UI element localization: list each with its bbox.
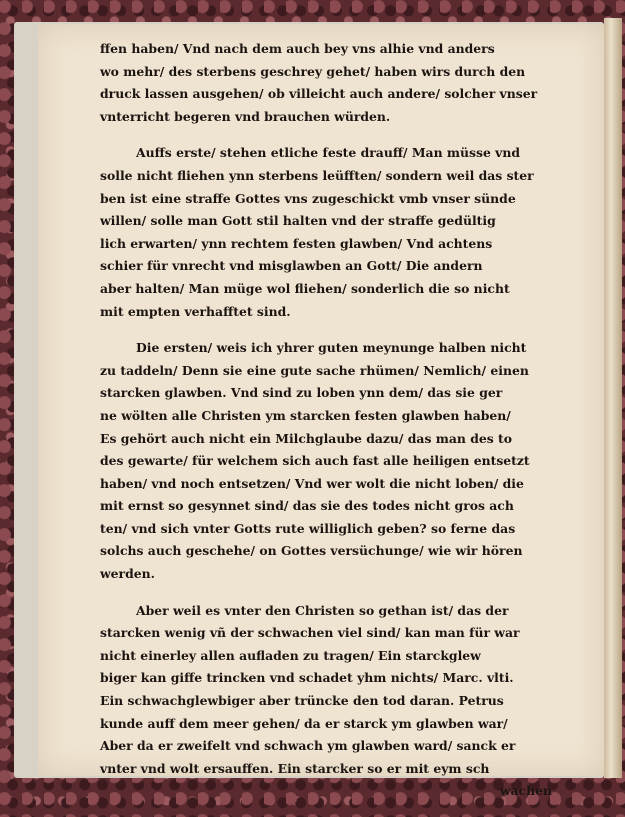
text-line: mit empten verhafftet sind.: [100, 303, 291, 319]
page-text: [100, 38, 562, 817]
text-line: solle nicht fliehen ynn sterbens leüfften/ sondern weil das ster: [100, 167, 534, 183]
text-line: lich erwarten/ ynn rechtem festen glawben/ Vnd achtens: [100, 235, 493, 251]
page-edge: [604, 18, 622, 778]
paragraph: [100, 337, 562, 586]
text-line: biger kan giffe trincken vnd schadet yhm nichts/ Marc. vlti.: [100, 670, 514, 686]
text-line: willen/ solle man Gott stil halten vnd der straffe gedültig: [100, 213, 496, 229]
text-line: starcken glawben. Vnd sind zu loben ynn dem/ das sie ger: [100, 385, 503, 401]
text-line: kunde auff dem meer gehen/ da er starck ym glawben war/: [100, 715, 508, 731]
text-line: ffen haben/ Vnd nach dem auch bey vns alhie vnd anders: [100, 41, 495, 56]
text-line: wo mehr/ des sterbens geschrey gehet/ haben wirs durch den: [100, 63, 526, 79]
text-line: Die ersten/ weis ich yhrer guten meynunge halben nicht: [136, 340, 527, 356]
text-line: vnter vnd wolt ersauffen. Ein starcker so er mit eym sch: [100, 760, 490, 776]
text-line: starcken wenig vñ der schwachen viel sind/ kan man für war: [100, 625, 520, 641]
text-line: ten/ vnd sich vnter Gotts rute williglich geben? so ferne das: [100, 520, 516, 536]
paragraph: [100, 142, 562, 323]
text-line: Auffs erste/ stehen etliche feste drauff/ Man müsse vnd: [136, 145, 521, 161]
text-line: nicht einerley allen aufladen zu tragen/ Ein starckglew: [100, 647, 481, 663]
text-line: solchs auch geschehe/ on Gottes versüchunge/ wie wir hören: [100, 543, 523, 559]
text-line: Ein schwachglewbiger aber trüncke den tod daran. Petrus: [100, 693, 504, 709]
text-line: aber halten/ Man müge wol fliehen/ sonderlich die so nicht: [100, 280, 510, 296]
text-line: Aber da er zweifelt vnd schwach ym glawben ward/ sanck er: [100, 738, 516, 754]
paragraph: [100, 38, 562, 128]
text-line: mit ernst so gesynnet sind/ das sie des todes nicht gros ach: [100, 498, 514, 514]
text-line: Aber weil es vnter den Christen so gethan ist/ das der: [136, 602, 509, 618]
text-line: vnterricht begeren vnd brauchen würden.: [100, 108, 391, 124]
text-line: druck lassen ausgehen/ ob villeicht auch andere/ solcher vnser: [100, 86, 538, 102]
text-line: ne wölten alle Christen ym starcken festen glawben haben/: [100, 407, 511, 423]
text-line: haben/ vnd noch entsetzen/ Vnd wer wolt die nicht loben/ die: [100, 475, 524, 491]
catchword: wachen: [499, 783, 552, 799]
text-line: ben ist eine straffe Gottes vns zugeschickt vmb vnser sünde: [100, 190, 516, 206]
paragraph: [100, 600, 562, 803]
text-line: schier für vnrecht vnd misglawben an Gott/ Die andern: [100, 258, 483, 274]
text-line: des gewarte/ für welchem sich auch fast alle heiligen entsetzt: [100, 453, 530, 469]
text-line: werden.: [100, 566, 155, 582]
text-line: Es gehört auch nicht ein Milchglaube dazu/ das man des to: [100, 430, 513, 446]
text-line: zu taddeln/ Denn sie eine gute sache rhümen/ Nemlich/ einen: [100, 362, 529, 378]
